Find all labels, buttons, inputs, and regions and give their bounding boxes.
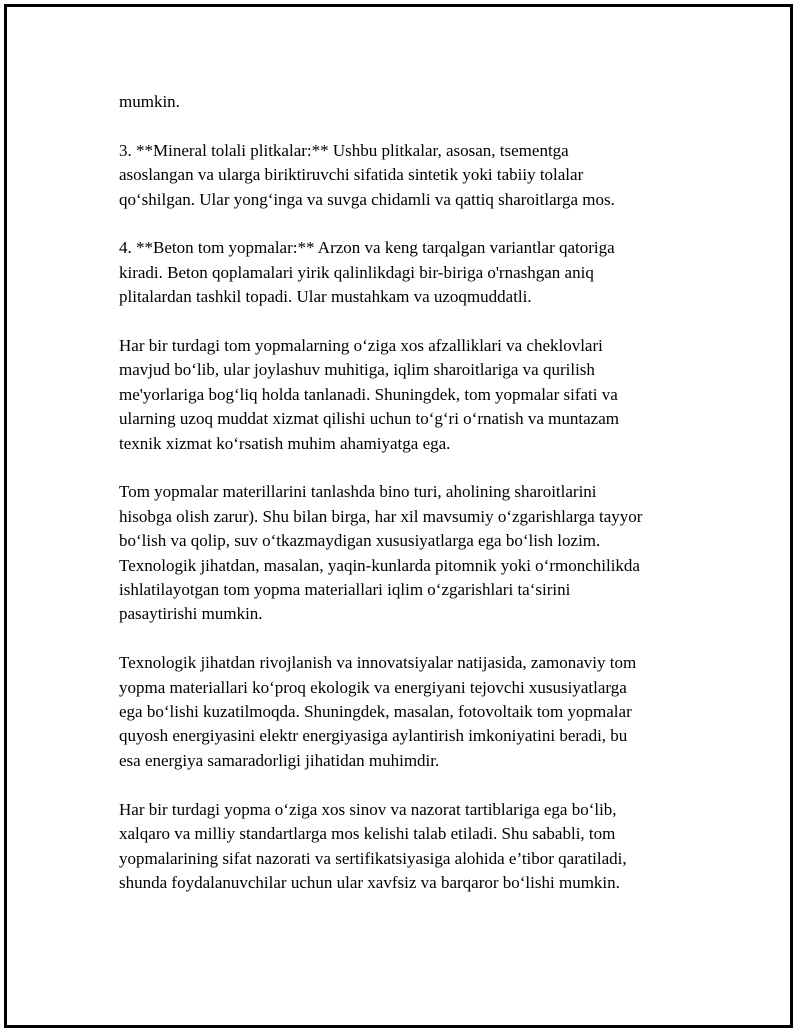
paragraph-concrete-roofing: 4. **Beton tom yopmalar:** Arzon va keng tarqalgan variantlar qatoriga kiradi. Beton qoplamalari yirik qalinlikdagi bir-biriga o'rnashgan aniq plitalardan tashkil topadi. Ular mustahkam va uzoqmuddatli. [119, 238, 615, 307]
paragraph-testing-standards: Har bir turdagi yopma o‘ziga xos sinov va nazorat tartiblariga ega bo‘lib, xalqaro va milliy standartlarga mos kelishi talab etiladi. Shu sababli, tom yopmalarining sifat nazorati va sertifikatsiyasiga alohida e’tibor qaratiladi, shunda foydalanuvchilar uchun ular xavfsiz va barqaror bo‘lishi mumkin. [119, 799, 627, 892]
paragraph-mineral-fiber-tiles: 3. **Mineral tolali plitkalar:** Ushbu plitkalar, asosan, tsementga asoslangan va ularga biriktiruvchi sifatida sintetik yoki tabiiy tolalar qo‘shilgan. Ular yong‘inga va suvga chidamli va qattiq sharoitlarga mos. [119, 140, 615, 209]
paragraph-continuation: mumkin. [119, 92, 180, 111]
paragraph-roofing-advantages: Har bir turdagi tom yopmalarning o‘ziga xos afzalliklari va cheklovlari mavjud bo‘lib, ular joylashuv muhitiga, iqlim sharoitlariga va qurilish me'yorlariga bog‘liq holda tanlanadi. Shuningdek, tom yopmalar sifati va ularning uzoq muddat xizmat qilishi uchun to‘g‘ri o‘rnatish va muntazam texnik xizmat ko‘rsatish muhim ahamiyatga ega. [119, 336, 619, 453]
paragraph-technological-development: Texnologik jihatdan rivojlanish va innovatsiyalar natijasida, zamonaviy tom yopma materiallari ko‘proq ekologik va energiyani tejovchi xususiyatlarga ega bo‘lishi kuzatilmoqda. Shuningdek, masalan, fotovoltaik tom yopmalar quyosh energiyasini elektr energiyasiga aylantirish imkoniyatini beradi, bu esa energiya samaradorligi jihatidan muhimdir. [119, 653, 637, 770]
document-body [119, 90, 679, 920]
paragraph-material-selection: Tom yopmalar materillarini tanlashda bino turi, aholining sharoitlarini hisobga olish zarur). Shu bilan birga, har xil mavsumiy o‘zgarishlarga tayyor bo‘lish va qolip, suv o‘tkazmaydigan xususiyatlarga ega bo‘lish lozim. Texnologik jihatdan, masalan, yaqin-kunlarda pitomnik yoki o‘rmonchilikda ishlatilayotgan tom yopma materiallari iqlim o‘zgarishlari ta‘sirini pasaytirishi mumkin. [119, 482, 643, 624]
